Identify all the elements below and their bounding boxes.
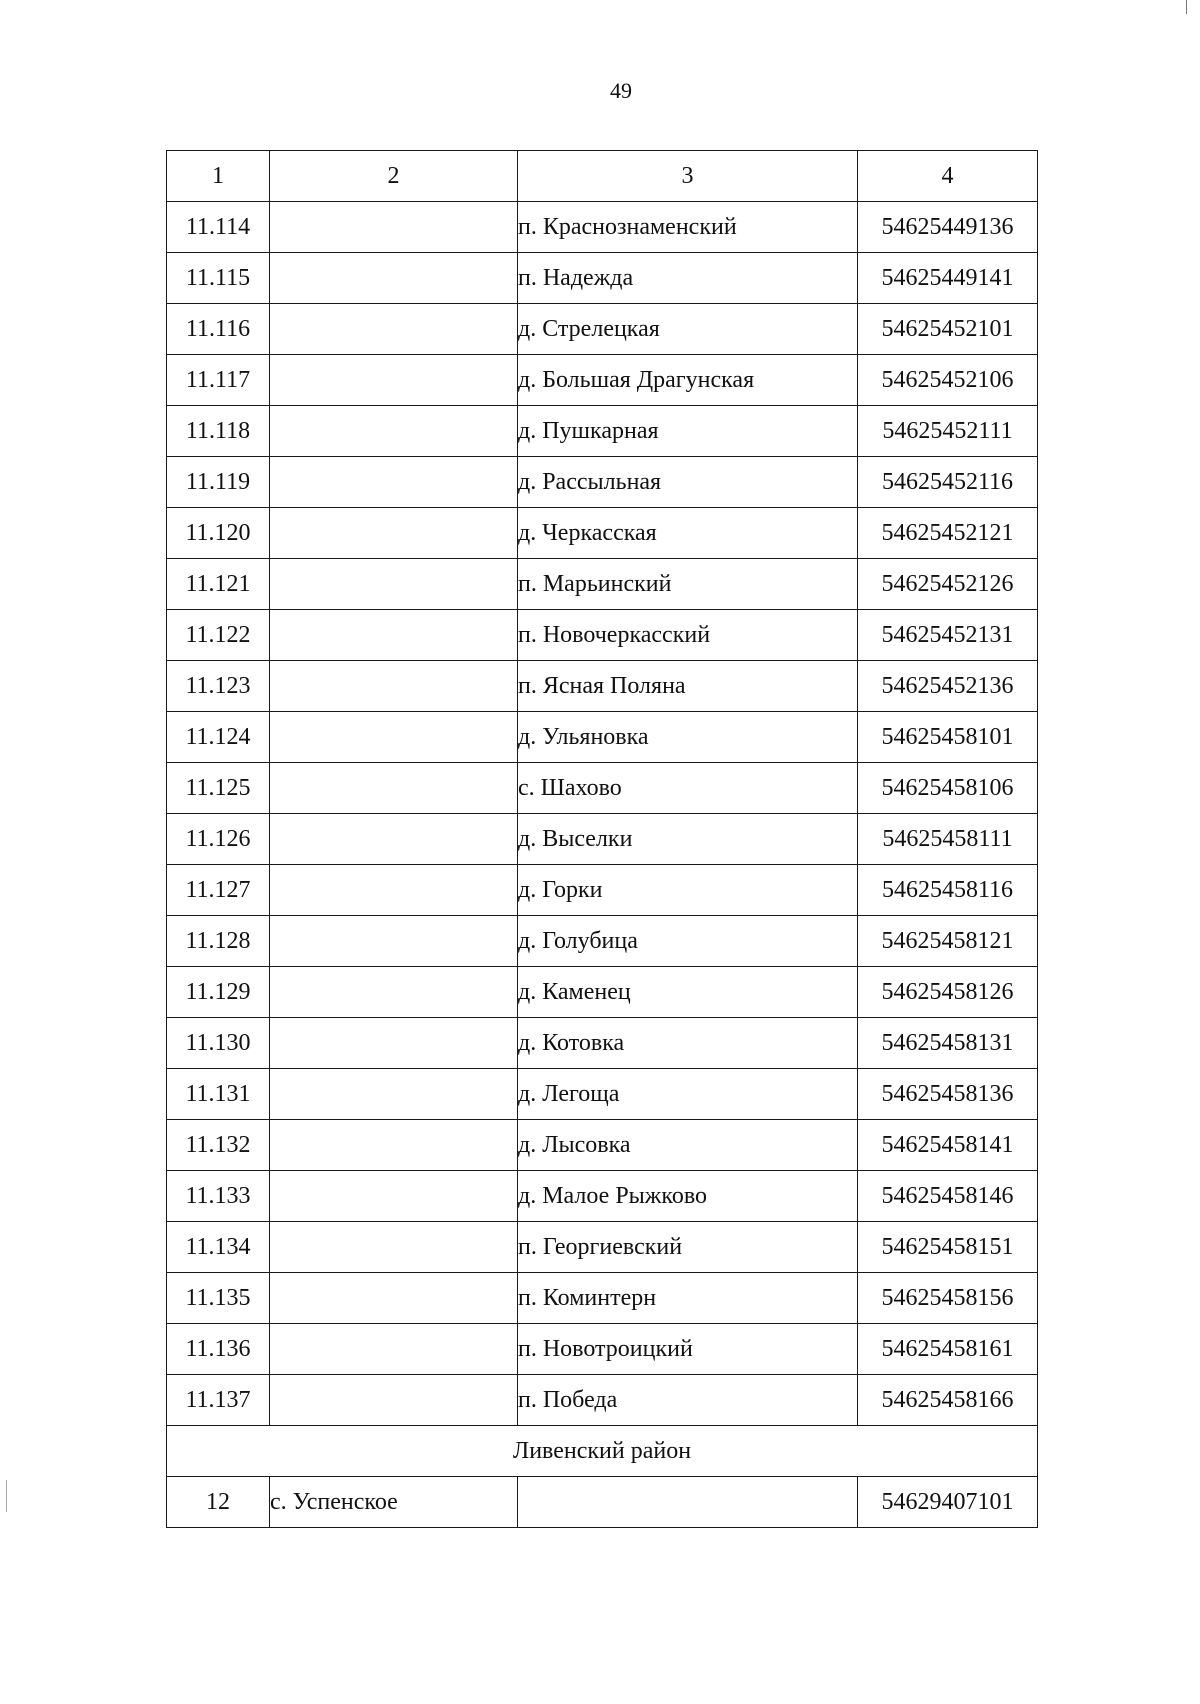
table-header-row xyxy=(167,151,1038,202)
row-settlement: п. Новочеркасский xyxy=(518,610,858,661)
table-row xyxy=(167,559,1038,610)
settlements-table xyxy=(166,150,1038,1528)
row-settlement: д. Лысовка xyxy=(518,1120,858,1171)
table-row xyxy=(167,304,1038,355)
row-number: 11.117 xyxy=(167,355,270,406)
header-col-2: 2 xyxy=(270,151,518,202)
row-name xyxy=(270,865,518,916)
scan-edge-mark xyxy=(1186,0,1187,14)
row-settlement: п. Коминтерн xyxy=(518,1273,858,1324)
table-row xyxy=(167,406,1038,457)
row-name xyxy=(270,304,518,355)
row-name xyxy=(270,1273,518,1324)
row-number: 11.118 xyxy=(167,406,270,457)
row-name xyxy=(270,1222,518,1273)
row-settlement: п. Марьинский xyxy=(518,559,858,610)
row-settlement: д. Черкасская xyxy=(518,508,858,559)
row-name xyxy=(270,253,518,304)
row-code: 54625458101 xyxy=(858,712,1038,763)
page-number: 49 xyxy=(610,78,632,103)
row-name xyxy=(270,814,518,865)
row-code: 54625458121 xyxy=(858,916,1038,967)
row-name xyxy=(270,712,518,763)
row-code: 54625452101 xyxy=(858,304,1038,355)
district-row xyxy=(167,1426,1038,1477)
row-code: 54625458151 xyxy=(858,1222,1038,1273)
row-code: 54625449141 xyxy=(858,253,1038,304)
table-row xyxy=(167,253,1038,304)
row-settlement: п. Победа xyxy=(518,1375,858,1426)
row-code: 54625452136 xyxy=(858,661,1038,712)
row-number: 11.134 xyxy=(167,1222,270,1273)
row-code: 54625458106 xyxy=(858,763,1038,814)
row-number: 11.120 xyxy=(167,508,270,559)
row-name xyxy=(270,610,518,661)
row-settlement: д. Голубица xyxy=(518,916,858,967)
row-code: 54625458146 xyxy=(858,1171,1038,1222)
row-number: 11.115 xyxy=(167,253,270,304)
row-settlement: п. Краснознаменский xyxy=(518,202,858,253)
row-name xyxy=(270,763,518,814)
row-settlement: с. Шахово xyxy=(518,763,858,814)
row-settlement: д. Горки xyxy=(518,865,858,916)
table-body xyxy=(167,151,1038,1528)
table-row xyxy=(167,967,1038,1018)
table-row xyxy=(167,1273,1038,1324)
table-row xyxy=(167,1222,1038,1273)
row-code: 54625458136 xyxy=(858,1069,1038,1120)
header-col-3: 3 xyxy=(518,151,858,202)
row-number: 12 xyxy=(167,1477,270,1528)
row-number: 11.133 xyxy=(167,1171,270,1222)
district-title: Ливенский район xyxy=(167,1426,1038,1477)
row-settlement: д. Каменец xyxy=(518,967,858,1018)
row-name xyxy=(270,406,518,457)
row-name xyxy=(270,967,518,1018)
row-settlement: д. Большая Драгунская xyxy=(518,355,858,406)
row-name xyxy=(270,916,518,967)
scan-edge-mark-left xyxy=(6,1480,7,1512)
row-number: 11.125 xyxy=(167,763,270,814)
row-number: 11.124 xyxy=(167,712,270,763)
row-number: 11.135 xyxy=(167,1273,270,1324)
row-number: 11.127 xyxy=(167,865,270,916)
row-name xyxy=(270,1375,518,1426)
row-settlement: д. Малое Рыжково xyxy=(518,1171,858,1222)
table-row xyxy=(167,814,1038,865)
table-row xyxy=(167,1477,1038,1528)
row-number: 11.122 xyxy=(167,610,270,661)
row-number: 11.130 xyxy=(167,1018,270,1069)
row-code: 54625458131 xyxy=(858,1018,1038,1069)
row-number: 11.132 xyxy=(167,1120,270,1171)
row-code: 54625458116 xyxy=(858,865,1038,916)
table-row xyxy=(167,202,1038,253)
row-settlement: д. Рассыльная xyxy=(518,457,858,508)
table-row xyxy=(167,508,1038,559)
row-code: 54625458141 xyxy=(858,1120,1038,1171)
table-row xyxy=(167,1375,1038,1426)
row-number: 11.129 xyxy=(167,967,270,1018)
row-settlement: д. Стрелецкая xyxy=(518,304,858,355)
row-settlement: д. Котовка xyxy=(518,1018,858,1069)
table-row xyxy=(167,457,1038,508)
row-name xyxy=(270,1120,518,1171)
table-row xyxy=(167,610,1038,661)
table-row xyxy=(167,763,1038,814)
row-code: 54625452106 xyxy=(858,355,1038,406)
row-code: 54625458166 xyxy=(858,1375,1038,1426)
row-code: 54625458156 xyxy=(858,1273,1038,1324)
row-name xyxy=(270,1018,518,1069)
row-number: 11.128 xyxy=(167,916,270,967)
row-number: 11.126 xyxy=(167,814,270,865)
row-number: 11.131 xyxy=(167,1069,270,1120)
row-number: 11.114 xyxy=(167,202,270,253)
row-name: с. Успенское xyxy=(270,1477,518,1528)
table-row xyxy=(167,865,1038,916)
row-number: 11.119 xyxy=(167,457,270,508)
row-code: 54629407101 xyxy=(858,1477,1038,1528)
row-settlement: п. Новотроицкий xyxy=(518,1324,858,1375)
row-name xyxy=(270,661,518,712)
row-code: 54625458111 xyxy=(858,814,1038,865)
row-settlement xyxy=(518,1477,858,1528)
row-name xyxy=(270,202,518,253)
row-name xyxy=(270,457,518,508)
table-row xyxy=(167,1018,1038,1069)
row-code: 54625452111 xyxy=(858,406,1038,457)
row-name xyxy=(270,355,518,406)
header-col-1: 1 xyxy=(167,151,270,202)
table-row xyxy=(167,355,1038,406)
row-settlement: д. Ульяновка xyxy=(518,712,858,763)
row-name xyxy=(270,1069,518,1120)
row-number: 11.136 xyxy=(167,1324,270,1375)
row-settlement: д. Пушкарная xyxy=(518,406,858,457)
row-settlement: п. Георгиевский xyxy=(518,1222,858,1273)
row-code: 54625452126 xyxy=(858,559,1038,610)
row-number: 11.137 xyxy=(167,1375,270,1426)
table-row xyxy=(167,1069,1038,1120)
table-row xyxy=(167,1171,1038,1222)
row-name xyxy=(270,559,518,610)
row-name xyxy=(270,508,518,559)
table-row xyxy=(167,712,1038,763)
header-col-4: 4 xyxy=(858,151,1038,202)
row-name xyxy=(270,1171,518,1222)
row-settlement: д. Выселки xyxy=(518,814,858,865)
row-code: 54625458126 xyxy=(858,967,1038,1018)
row-settlement: п. Ясная Поляна xyxy=(518,661,858,712)
table-row xyxy=(167,661,1038,712)
table-row xyxy=(167,916,1038,967)
row-name xyxy=(270,1324,518,1375)
row-code: 54625458161 xyxy=(858,1324,1038,1375)
row-settlement: п. Надежда xyxy=(518,253,858,304)
row-code: 54625452116 xyxy=(858,457,1038,508)
row-number: 11.123 xyxy=(167,661,270,712)
row-code: 54625452131 xyxy=(858,610,1038,661)
table-row xyxy=(167,1324,1038,1375)
table-row xyxy=(167,1120,1038,1171)
row-code: 54625452121 xyxy=(858,508,1038,559)
row-code: 54625449136 xyxy=(858,202,1038,253)
row-settlement: д. Легоща xyxy=(518,1069,858,1120)
row-number: 11.121 xyxy=(167,559,270,610)
row-number: 11.116 xyxy=(167,304,270,355)
